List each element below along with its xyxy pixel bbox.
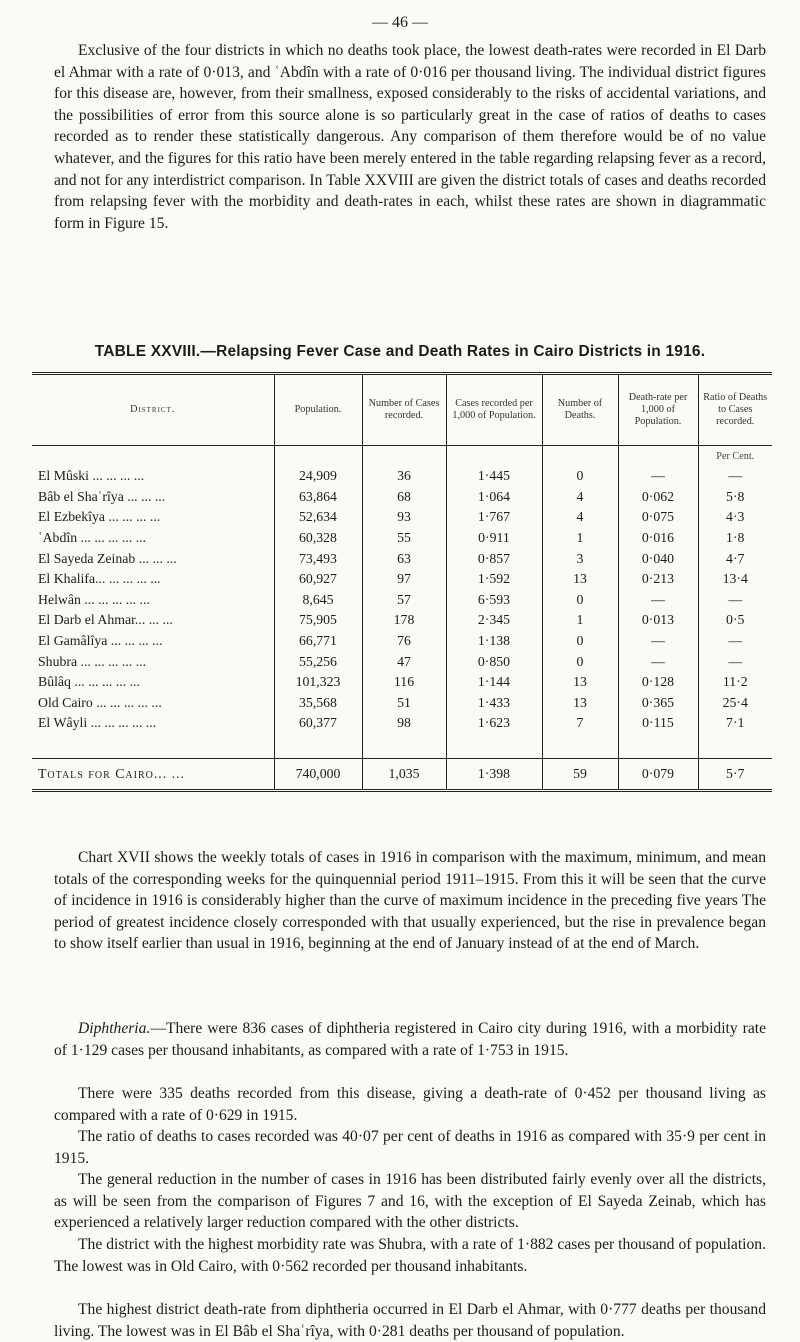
cell-deaths: 0: [542, 631, 618, 652]
cell-cases-rate: 1·767: [446, 507, 542, 528]
header-cases-rate: Cases recorded per 1,000 of Population.: [446, 374, 542, 446]
header-district: District.: [130, 404, 176, 415]
diphtheria-paragraph-2: There were 335 deaths recorded from this disease, giving a death-rate of 0·452 per thousand living as compared with a rate of 0·629 in 1915.: [54, 1085, 766, 1124]
table-row: [32, 569, 772, 590]
cell-deaths: 1: [542, 610, 618, 631]
cell-district: El Sayeda Zeinab ... ... ...: [38, 550, 177, 566]
cell-district: Old Cairo ... ... ... ... ...: [38, 694, 162, 710]
cell-population: 60,328: [274, 528, 362, 549]
cell-deaths: 0: [542, 590, 618, 611]
cell-cases: 116: [362, 672, 446, 693]
table-row: [32, 631, 772, 652]
cell-district: El Khalifa... ... ... ... ...: [38, 571, 161, 587]
cell-ratio: 11·2: [698, 672, 772, 693]
cell-cases: 93: [362, 507, 446, 528]
cell-ratio: [698, 734, 772, 759]
cell-population: 8,645: [274, 590, 362, 611]
cell-cases-rate: 1·138: [446, 631, 542, 652]
totals-row: [32, 758, 772, 790]
cell-death-rate: 0·213: [618, 569, 698, 590]
cell-cases: 76: [362, 631, 446, 652]
cell-cases-rate: [446, 734, 542, 759]
cell-ratio: —: [698, 590, 772, 611]
diphtheria-text-1: —There were 836 cases of diphtheria registered in Cairo city during 1916, with a morbidity rate of 1·129 cases per thousand inhabitants, as compared with a rate of 1·753 in 1915.: [54, 1020, 766, 1059]
cell-cases: 51: [362, 693, 446, 714]
cell-ratio: 13·4: [698, 569, 772, 590]
cell-death-rate: 0·115: [618, 713, 698, 734]
cell-cases-rate: 1·064: [446, 487, 542, 508]
cell-district: Totals for Cairo... ...: [38, 765, 185, 781]
cell-death-rate: 0·040: [618, 548, 698, 569]
cell-cases: 97: [362, 569, 446, 590]
table-row: [32, 507, 772, 528]
cell-cases: 1,035: [362, 758, 446, 790]
cell-ratio: 0·5: [698, 610, 772, 631]
cell-population: 60,377: [274, 713, 362, 734]
cell-population: 35,568: [274, 693, 362, 714]
table-row: [32, 548, 772, 569]
cell-cases-rate: 6·593: [446, 590, 542, 611]
table-row: [32, 693, 772, 714]
cell-deaths: 13: [542, 672, 618, 693]
cell-cases: 98: [362, 713, 446, 734]
cell-population: 63,864: [274, 487, 362, 508]
cell-ratio: 25·4: [698, 693, 772, 714]
table-row: [32, 590, 772, 611]
cell-cases-rate: 2·345: [446, 610, 542, 631]
cell-district: El Gamâlîya ... ... ... ...: [38, 633, 163, 649]
diphtheria-paragraph-5: The district with the highest morbidity rate was Shubra, with a rate of 1·882 cases per thousand of population. The lowest was in Old Cairo, with 0·562 recorded per thousand inhabitants.: [54, 1236, 766, 1275]
chart-paragraph: Chart XVII shows the weekly totals of cases in 1916 in comparison with the maximum, minimum, and mean totals of the corresponding weeks for the quinquennial period 1911–1915. From this it will be seen that the curve of incidence in 1916 is considerably higher than the curve of maximum incidence in the preceding five years The period of greatest incidence closely corresponded with that usually experienced, but the rise in prevalence began to show itself earlier than usual in 1916, beginning at the end of January instead of at the end of March.: [54, 849, 766, 953]
ratio-unit: Per Cent.: [698, 446, 772, 467]
cell-cases-rate: 1·433: [446, 693, 542, 714]
cell-cases-rate: 1·445: [446, 466, 542, 487]
cell-ratio: —: [698, 651, 772, 672]
cell-population: 52,634: [274, 507, 362, 528]
cell-deaths: 7: [542, 713, 618, 734]
cell-deaths: 0: [542, 651, 618, 672]
cell-death-rate: —: [618, 466, 698, 487]
header-deaths: Number of Deaths.: [542, 374, 618, 446]
cell-ratio: 1·8: [698, 528, 772, 549]
cell-death-rate: —: [618, 651, 698, 672]
diphtheria-heading: Diphtheria.: [78, 1020, 151, 1037]
cell-cases: [362, 734, 446, 759]
diphtheria-paragraph-1: [54, 1018, 766, 1061]
header-cases: Number of Cases recorded.: [362, 374, 446, 446]
unit-row: [32, 446, 772, 467]
table-row: [32, 487, 772, 508]
table-body: [32, 446, 772, 791]
diphtheria-paragraph-6: The highest district death-rate from diphtheria occurred in El Darb el Ahmar, with 0·777 deaths per thousand living. The lowest was in El Bâb el Shaʿrîya, with 0·281 deaths per thousand of population.: [54, 1301, 766, 1340]
cell-ratio: 7·1: [698, 713, 772, 734]
cell-district: Shubra ... ... ... ... ...: [38, 653, 147, 669]
cell-deaths: 3: [542, 548, 618, 569]
cell-death-rate: 0·128: [618, 672, 698, 693]
cell-cases-rate: 0·857: [446, 548, 542, 569]
cell-population: 24,909: [274, 466, 362, 487]
cell-deaths: 4: [542, 507, 618, 528]
cell-cases-rate: 1·144: [446, 672, 542, 693]
cell-death-rate: —: [618, 590, 698, 611]
cell-district: Helwân ... ... ... ... ...: [38, 591, 150, 607]
cell-deaths: 1: [542, 528, 618, 549]
cell-district: ʿAbdîn ... ... ... ... ...: [38, 530, 147, 546]
cell-cases: 47: [362, 651, 446, 672]
cell-population: 66,771: [274, 631, 362, 652]
cell-deaths: [542, 734, 618, 759]
cell-death-rate: [618, 734, 698, 759]
relapsing-fever-table: [32, 372, 772, 792]
diphtheria-paragraph-3: The ratio of deaths to cases recorded was 40·07 per cent of deaths in 1916 as compared with 35·9 per cent in 1915.: [54, 1128, 766, 1167]
page-number: — 46 —: [372, 14, 428, 31]
cell-population: 101,323: [274, 672, 362, 693]
header-population: Population.: [274, 374, 362, 446]
cell-death-rate: 0·079: [618, 758, 698, 790]
cell-ratio: —: [698, 631, 772, 652]
cell-death-rate: 0·365: [618, 693, 698, 714]
cell-cases: 68: [362, 487, 446, 508]
cell-deaths: 0: [542, 466, 618, 487]
cell-cases-rate: 1·398: [446, 758, 542, 790]
cell-cases: 63: [362, 548, 446, 569]
cell-district: El Ezbekîya ... ... ... ...: [38, 509, 161, 525]
cell-cases-rate: 0·911: [446, 528, 542, 549]
cell-death-rate: 0·062: [618, 487, 698, 508]
table-row: [32, 466, 772, 487]
table-title: TABLE XXVIII.—Relapsing Fever Case and Death Rates in Cairo Districts in 1916.: [94, 343, 706, 360]
cell-death-rate: 0·075: [618, 507, 698, 528]
cell-cases: 36: [362, 466, 446, 487]
cell-district: El Darb el Ahmar... ... ...: [38, 612, 173, 628]
cell-ratio: 5·8: [698, 487, 772, 508]
diphtheria-paragraph-4: The general reduction in the number of cases in 1916 has been distributed fairly evenly over all the districts, as will be seen from the comparison of Figures 7 and 16, with the exception of El Sayeda Zeinab, which has experienced a relatively larger reduction compared with the other districts.: [54, 1171, 766, 1232]
cell-cases-rate: 0·850: [446, 651, 542, 672]
cell-population: 75,905: [274, 610, 362, 631]
table-header-row: [32, 374, 772, 446]
header-death-rate: Death-rate per 1,000 of Population.: [618, 374, 698, 446]
cell-deaths: 13: [542, 693, 618, 714]
cell-district: Bûlâq ... ... ... ... ...: [38, 674, 140, 690]
cell-cases: 55: [362, 528, 446, 549]
intro-paragraph: Exclusive of the four districts in which no deaths took place, the lowest death-rates were recorded in El Darb el Ahmar with a rate of 0·013, and ʿAbdîn with a rate of 0·016 per thousand living. The individual district figures for this disease are, however, from their smallness, exposed considerably to the risks of accidental variations, and the possibilities of error from this source alone is so particularly great in the case of ratios of deaths to cases recorded as to render these statistically dangerous. Any comparison of them therefore would be of no value whatever, and the figures for this ratio have been merely entered in the table regarding relapsing fever as a record, and not for any interdistrict comparison. In Table XXVIII are given the district totals of cases and deaths recorded from relapsing fever with the morbidity and death-rates in each, whilst these rates are shown in diagrammatic form in Figure 15.: [54, 42, 766, 232]
cell-deaths: 4: [542, 487, 618, 508]
cell-ratio: —: [698, 466, 772, 487]
header-ratio: Ratio of Deaths to Cases recorded.: [698, 374, 772, 446]
cell-death-rate: 0·013: [618, 610, 698, 631]
cell-population: 740,000: [274, 758, 362, 790]
cell-deaths: 59: [542, 758, 618, 790]
cell-death-rate: 0·016: [618, 528, 698, 549]
cell-district: El Mûski ... ... ... ...: [38, 468, 145, 484]
cell-population: [274, 734, 362, 759]
cell-cases: 178: [362, 610, 446, 631]
table-row: [32, 713, 772, 734]
table-row: [32, 610, 772, 631]
table-row: [32, 672, 772, 693]
cell-population: 73,493: [274, 548, 362, 569]
cell-population: 55,256: [274, 651, 362, 672]
cell-district: Bâb el Shaʿrîya ... ... ...: [38, 488, 166, 504]
cell-cases-rate: 1·592: [446, 569, 542, 590]
cell-district: [32, 734, 274, 759]
cell-death-rate: —: [618, 631, 698, 652]
cell-district: El Wâyli ... ... ... ... ...: [38, 715, 157, 731]
table-row: [32, 528, 772, 549]
cell-cases: 57: [362, 590, 446, 611]
spacer-row: [32, 734, 772, 759]
cell-population: 60,927: [274, 569, 362, 590]
cell-deaths: 13: [542, 569, 618, 590]
cell-cases-rate: 1·623: [446, 713, 542, 734]
table-row: [32, 651, 772, 672]
cell-ratio: 4·3: [698, 507, 772, 528]
cell-ratio: 5·7: [698, 758, 772, 790]
cell-ratio: 4·7: [698, 548, 772, 569]
